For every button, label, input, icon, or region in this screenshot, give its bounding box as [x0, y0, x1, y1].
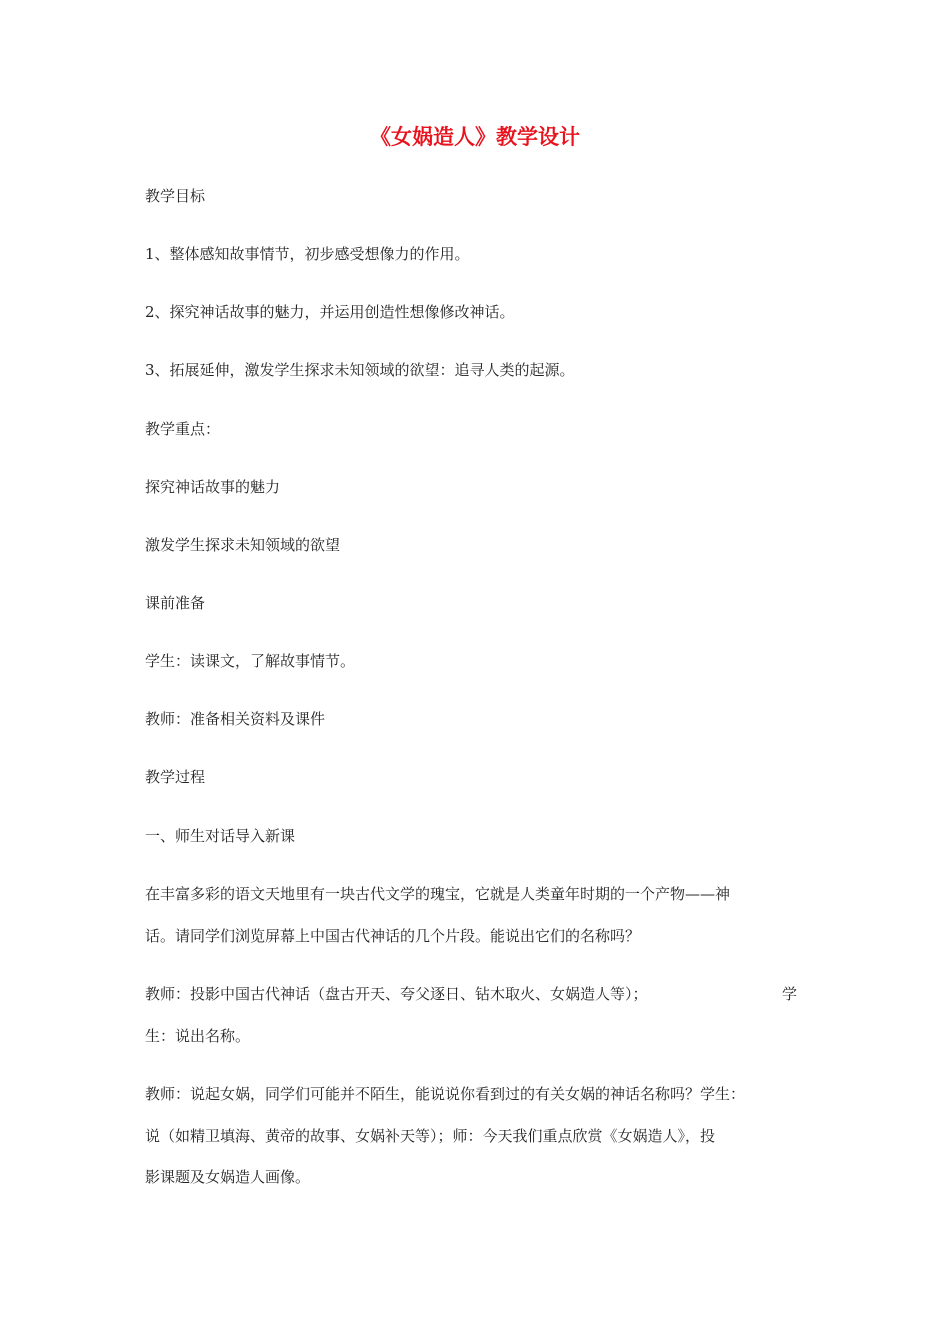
paragraph-2-line-1-right: 学 — [781, 985, 797, 1003]
objectives-heading: 教学目标 — [145, 187, 206, 205]
key-point-2: 激发学生探求未知领域的欲望 — [145, 536, 341, 554]
paragraph-3-line-2: 说（如精卫填海、黄帝的故事、女娲补天等）；师：今天我们重点欣赏《女娲造人》，投 — [145, 1127, 716, 1145]
objective-1: 1、整体感知故事情节，初步感受想像力的作用。 — [145, 245, 470, 263]
objective-2: 2、探究神话故事的魅力，并运用创造性想像修改神话。 — [145, 303, 515, 321]
paragraph-3-line-1: 教师：说起女娲，同学们可能并不陌生，能说说你看到过的有关女娲的神话名称吗？学生： — [145, 1085, 746, 1103]
objective-3: 3、拓展延伸，激发学生探求未知领域的欲望：追寻人类的起源。 — [145, 361, 575, 379]
process-heading: 教学过程 — [145, 768, 206, 786]
step-1-heading: 一、师生对话导入新课 — [145, 827, 296, 845]
key-points-heading: 教学重点： — [145, 420, 221, 438]
prep-heading: 课前准备 — [145, 594, 206, 612]
document-title: 《女娲造人》教学设计 — [370, 125, 580, 149]
prep-student: 学生：读课文，了解故事情节。 — [145, 652, 356, 670]
paragraph-3-line-3: 影课题及女娲造人画像。 — [145, 1168, 311, 1186]
paragraph-2-line-1 — [145, 983, 797, 1005]
paragraph-2-line-2: 生：说出名称。 — [145, 1027, 251, 1045]
prep-teacher: 教师：准备相关资料及课件 — [145, 710, 326, 728]
paragraph-2-line-1-left: 教师：投影中国古代神话（盘古开天、夸父逐日、钻木取火、女娲造人等）； — [145, 985, 648, 1003]
key-point-1: 探究神话故事的魅力 — [145, 478, 281, 496]
paragraph-1-line-2: 话。请同学们浏览屏幕上中国古代神话的几个片段。能说出它们的名称吗？ — [145, 927, 641, 945]
paragraph-1-line-1: 在丰富多彩的语文天地里有一块古代文学的瑰宝，它就是人类童年时期的一个产物——神 — [145, 885, 731, 903]
